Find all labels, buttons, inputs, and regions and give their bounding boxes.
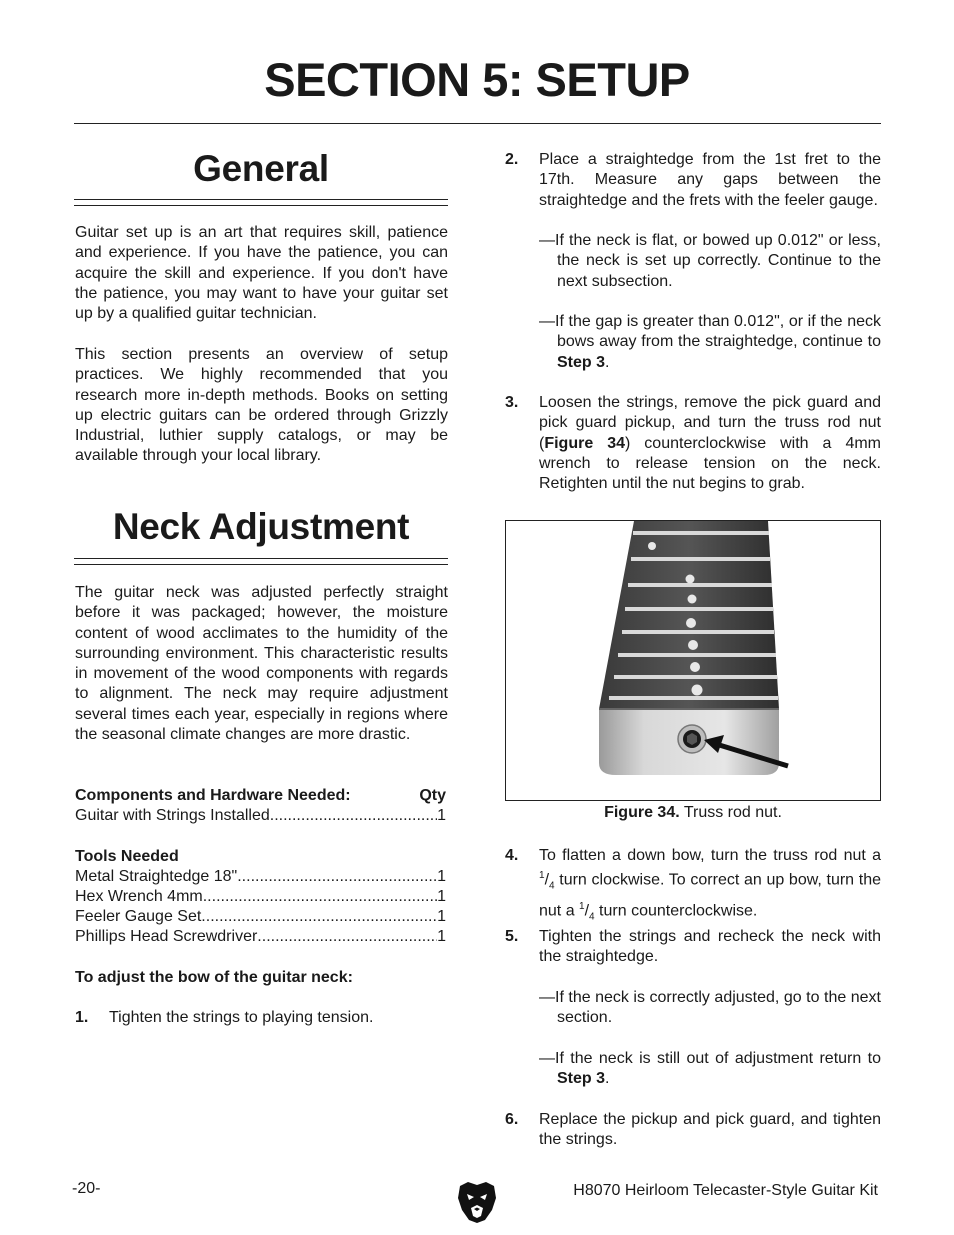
qty-header: Qty <box>419 787 446 804</box>
caption-label: Figure 34. <box>604 804 680 821</box>
general-heading: General <box>193 148 329 189</box>
tool-qty: 1 <box>437 888 446 905</box>
component-name: Guitar with Strings Installed <box>75 807 270 824</box>
figure-reference: Figure 34 <box>544 434 625 452</box>
general-heading-rule <box>74 199 448 206</box>
general-paragraph-2: This section presents an overview of setup practices. We highly recommended that you research more in-depth methods. Books on setting up electric guitars can be ordered through Grizzly Industrial, luthier supply catalogs, or may be available through your local library. <box>75 346 448 465</box>
note-text: . <box>605 353 610 371</box>
note-text: —If the gap is greater than 0.012", or if the neck bows away from the straightedge, continue to <box>539 313 881 351</box>
procedure-header-text: To adjust the bow of the guitar neck: <box>75 969 353 986</box>
step-text: Tighten the strings and recheck the neck with the straightedge. <box>539 928 881 966</box>
step-number: 2. <box>505 151 519 168</box>
step-text-part: Loosen the strings, remove the pick guard and pick guard pickup, and turn the truss rod nut ( <box>539 394 881 452</box>
tool-row <box>75 867 446 887</box>
step-4 <box>505 846 881 928</box>
bear-head-icon <box>456 1178 498 1224</box>
fretboard <box>599 521 779 709</box>
step-5 <box>505 927 881 968</box>
step-text: Place a straightedge from the 1st fret to the 17th. Measure any gaps between the straightedge and the frets with the feeler gauge. <box>539 151 881 209</box>
step-number: 5. <box>505 928 519 945</box>
tool-name: Phillips Head Screwdriver <box>75 928 258 945</box>
tools-header-row <box>75 847 446 867</box>
truss-rod-illustration <box>506 521 880 800</box>
neck-adjustment-heading: Neck Adjustment <box>112 506 410 547</box>
tools-header: Tools Needed <box>75 848 179 865</box>
figure-34-caption <box>505 804 881 822</box>
tool-qty: 1 <box>437 868 446 885</box>
fraction-numerator: 1 <box>579 901 585 913</box>
fraction-numerator: 1 <box>539 870 545 882</box>
tool-qty: 1 <box>437 928 446 945</box>
tool-row <box>75 907 446 927</box>
step-reference: Step 3 <box>557 353 606 371</box>
general-paragraph-1: Guitar set up is an art that requires skill, patience and experience. If you have the patience, you can acquire the skill and experience. If you don't have the patience, you may want to have your guitar set up by a qualified guitar technician. <box>75 224 448 323</box>
component-qty: 1 <box>437 807 446 824</box>
page-number: -20- <box>72 1180 101 1197</box>
step-1 <box>75 1008 448 1028</box>
step-number: 6. <box>505 1111 519 1128</box>
truss-rod-nut <box>678 725 706 753</box>
step-text-part: ) counterclockwise with a 4mm wrench to release tension on the neck. Retighten until the nut begins to grab. <box>539 434 881 493</box>
step-text <box>539 393 881 494</box>
footer-title: H8070 Heirloom Telecaster-Style Guitar Kit <box>573 1182 878 1199</box>
section-title: SECTION 5: SETUP <box>264 53 690 106</box>
tool-row <box>75 927 446 947</box>
step-number: 4. <box>505 847 519 864</box>
step-number: 3. <box>505 394 519 411</box>
step-5-note-1: —If the neck is correctly adjusted, go to the next section. <box>539 989 881 1027</box>
caption-text: Truss rod nut. <box>679 804 782 821</box>
component-row <box>75 806 446 826</box>
step-number: 1. <box>75 1009 89 1026</box>
step-text-part: To flatten a down bow, turn the truss rod nut a <box>539 847 881 864</box>
neck-heading-rule <box>74 558 448 565</box>
step-6 <box>505 1110 881 1151</box>
tool-qty: 1 <box>437 908 446 925</box>
note-text: . <box>605 1070 610 1088</box>
figure-34-photo <box>505 520 881 801</box>
neck-paragraph: The guitar neck was adjusted perfectly straight before it was packaged; however, the moisture content of wood acclimates to the humidity of the surrounding environment. This characteristic results in movement of the wood components with regards to alignment. The neck may require adjustment several times each year, especially in regions where the seasonal climate changes are more drastic. <box>75 584 448 744</box>
procedure-header <box>75 968 446 988</box>
tool-row <box>75 887 446 907</box>
step-text-part: turn clockwise. To correct an up bow, turn the nut a <box>539 871 881 920</box>
step-text-part: turn counterclockwise. <box>594 902 758 920</box>
tool-name: Feeler Gauge Set <box>75 908 202 925</box>
step-2-note-2 <box>539 312 881 373</box>
step-2 <box>505 150 881 211</box>
components-header: Components and Hardware Needed: <box>75 787 351 804</box>
step-text: To flatten a down bow, turn the truss rod nut a $^1/_4$ turn clockwise. To correct an up bow, turn the nut a $^1/_4$ turn counterclockwise. <box>539 847 881 923</box>
step-reference: Step 3 <box>557 1070 606 1088</box>
step-text: Replace the pickup and pick guard, and tighten the strings. <box>539 1111 881 1149</box>
tool-name: Hex Wrench 4mm <box>75 888 203 905</box>
tool-name: Metal Straightedge 18" <box>75 868 238 885</box>
step-2-note-1: —If the neck is flat, or bowed up 0.012" or less, the neck is set up correctly. Continue to the next subsection. <box>539 232 881 290</box>
step-text: Tighten the strings to playing tension. <box>109 1009 374 1026</box>
title-rule <box>74 123 881 124</box>
fraction-denominator: 4 <box>549 880 555 892</box>
note-text: —If the neck is still out of adjustment return to <box>539 1050 881 1067</box>
step-5-note-2 <box>539 1049 881 1090</box>
components-header-row <box>75 786 446 806</box>
step-3 <box>505 393 881 494</box>
fraction-denominator: 4 <box>589 911 595 923</box>
